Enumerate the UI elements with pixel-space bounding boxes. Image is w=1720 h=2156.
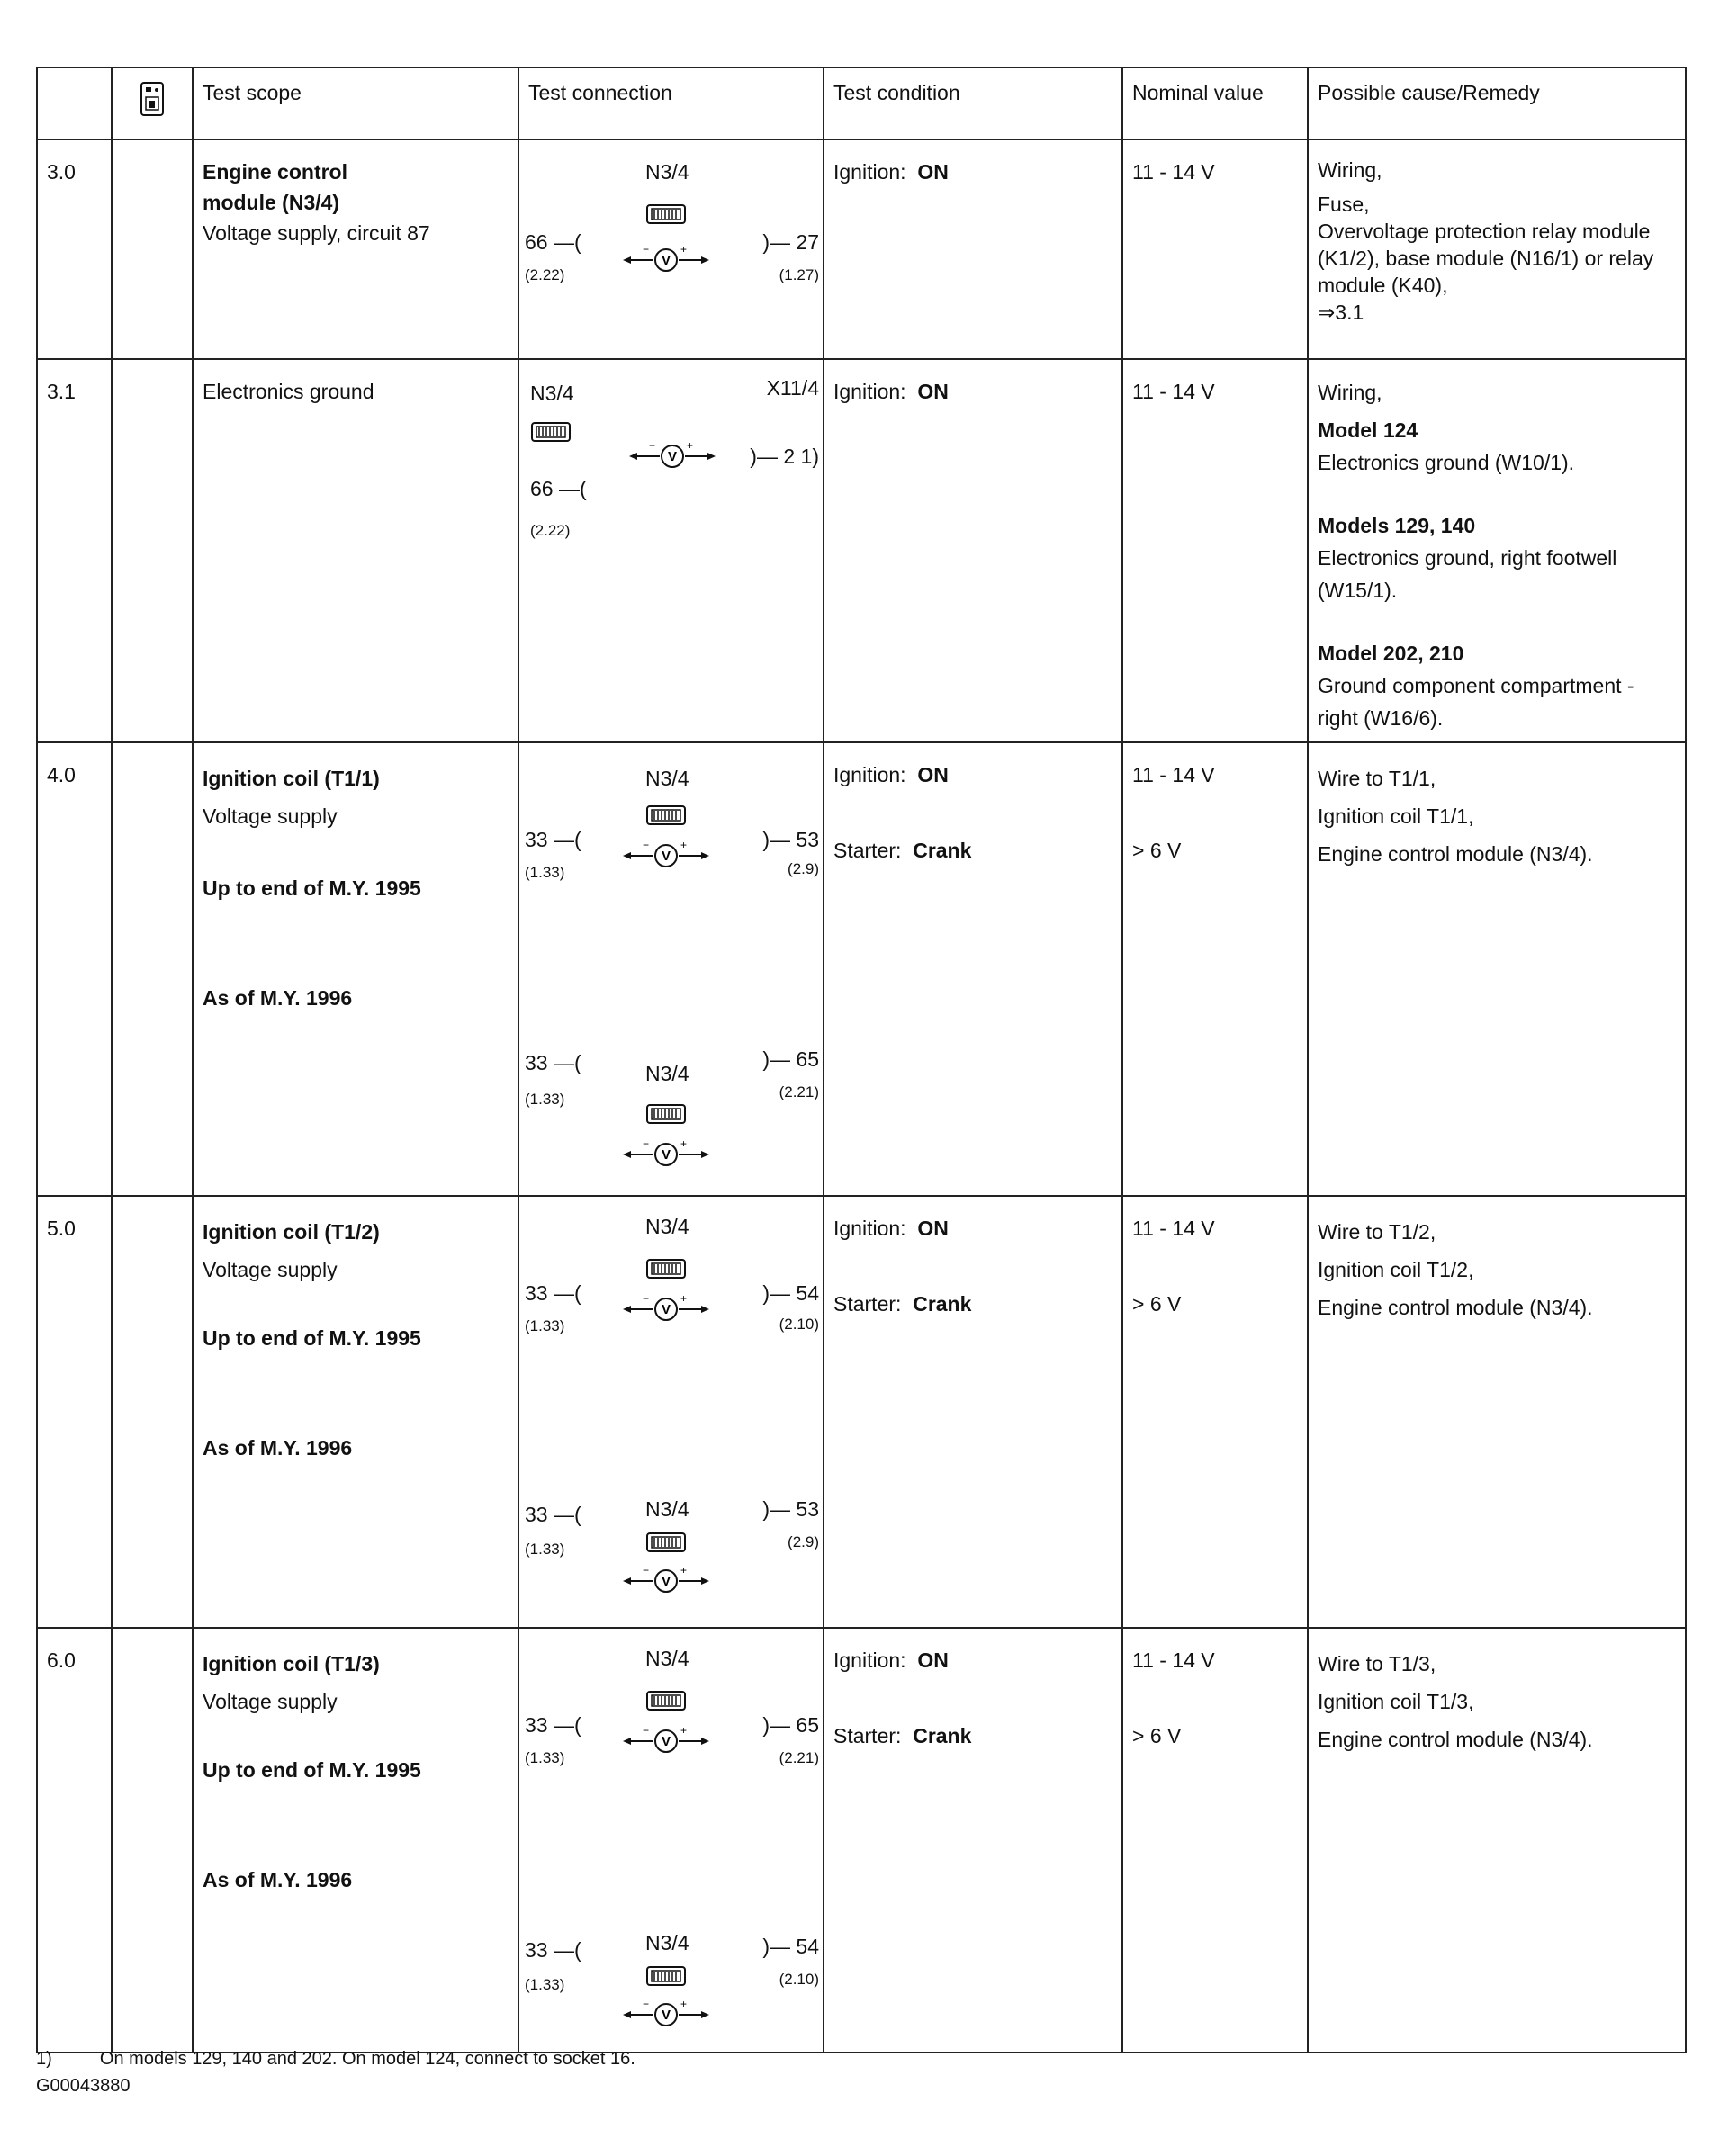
condition-value: ON — [917, 160, 949, 184]
voltmeter-symbol: V — [667, 449, 678, 464]
ecu-icon — [645, 202, 687, 227]
period-label: Up to end of M.Y. 1995 — [203, 876, 421, 900]
header-row — [37, 67, 1686, 139]
nominal-value — [1122, 742, 1308, 1196]
footnote — [36, 2048, 635, 2070]
condition-value: ON — [917, 380, 949, 403]
remedy — [1308, 1196, 1686, 1628]
table-row — [37, 742, 1686, 1196]
voltmeter-icon — [621, 839, 711, 869]
goto-step: ⇒3.1 — [1318, 301, 1364, 324]
remedy-line: Ignition coil T1/2, — [1318, 1258, 1474, 1281]
test-connection — [518, 742, 824, 1196]
header-nominal-value: Nominal value — [1122, 67, 1308, 139]
remedy-line: Ignition coil T1/3, — [1318, 1690, 1474, 1713]
module-label: N3/4 — [645, 1062, 689, 1085]
condition-label: Ignition: — [833, 380, 906, 403]
condition-value: ON — [917, 1648, 949, 1672]
nominal-value — [1122, 1196, 1308, 1628]
condition-value: Crank — [913, 1724, 972, 1747]
condition-value: Crank — [913, 1292, 972, 1316]
period-label: Up to end of M.Y. 1995 — [203, 1326, 421, 1350]
left-socket: 33 —( — [525, 1051, 581, 1074]
right-socket: )— 65 — [762, 1047, 819, 1071]
nominal-line: > 6 V — [1132, 839, 1182, 862]
test-condition — [824, 359, 1122, 742]
voltmeter-icon — [621, 1292, 711, 1323]
scope-title: Ignition coil (T1/1) — [203, 767, 380, 790]
right-socket-note: (2.9) — [788, 1533, 819, 1550]
nominal-line: > 6 V — [1132, 1292, 1182, 1316]
arrow-right-icon: ⇒ — [1318, 301, 1336, 324]
remedy-line: Ground component compartment - right (W16/6). — [1318, 674, 1634, 730]
ecu-icon — [645, 1101, 687, 1127]
condition-value: ON — [917, 763, 949, 786]
right-socket-note: (2.10) — [779, 1316, 819, 1333]
left-socket-note: (1.33) — [525, 864, 565, 881]
right-socket: )— 53 — [762, 828, 819, 851]
left-socket: 33 —( — [525, 1281, 581, 1305]
test-connection — [518, 359, 824, 742]
model-heading: Model 202, 210 — [1318, 642, 1464, 665]
right-socket-note: (2.9) — [788, 860, 819, 877]
right-socket: )— 65 — [762, 1713, 819, 1737]
scope-description: Voltage supply — [203, 804, 338, 828]
remedy-line: Engine control module (N3/4). — [1318, 842, 1593, 866]
nominal-value — [1122, 1628, 1308, 2053]
voltmeter-icon — [621, 1998, 711, 2028]
module-label: N3/4 — [645, 160, 689, 184]
remedy-line: Electronics ground (W10/1). — [1318, 451, 1575, 474]
right-socket-note: (2.10) — [779, 1971, 819, 1988]
module-label: N3/4 — [530, 382, 574, 405]
right-socket: )— 54 — [762, 1281, 819, 1305]
voltmeter-symbol: V — [661, 1734, 671, 1749]
table-row — [37, 1628, 1686, 2053]
remedy — [1308, 742, 1686, 1196]
remedy-line: Wire to T1/2, — [1318, 1220, 1436, 1244]
right-socket: )— 27 — [762, 230, 819, 254]
left-socket-note: (1.33) — [525, 1317, 565, 1334]
remedy-line: Wire to T1/3, — [1318, 1652, 1436, 1675]
table-row — [37, 359, 1686, 742]
condition-label: Ignition: — [833, 1217, 906, 1240]
right-socket-note: (2.21) — [779, 1083, 819, 1100]
test-scope: Electronics ground — [193, 359, 518, 742]
step-number: 3.1 — [37, 359, 112, 742]
test-scope — [193, 1628, 518, 2053]
footnote-marker: 1) — [36, 2049, 52, 2069]
scope-description: Voltage supply — [203, 1690, 338, 1713]
step-number: 3.0 — [37, 139, 112, 359]
module-label: N3/4 — [645, 767, 689, 790]
left-socket: 66 —( — [525, 230, 581, 254]
header-test-connection: Test connection — [518, 67, 824, 139]
table-row — [37, 1196, 1686, 1628]
module-label: N3/4 — [645, 1931, 689, 1954]
step-number: 6.0 — [37, 1628, 112, 2053]
nominal-value: 11 - 14 V — [1122, 359, 1308, 742]
header-remedy: Possible cause/Remedy — [1308, 67, 1686, 139]
left-socket-note: (1.33) — [525, 1541, 565, 1558]
table-row — [37, 139, 1686, 359]
nominal-line: 11 - 14 V — [1132, 1648, 1215, 1672]
voltmeter-icon — [621, 1724, 711, 1755]
remedy — [1308, 139, 1686, 359]
module-label: N3/4 — [645, 1647, 689, 1670]
model-heading: Model 124 — [1318, 418, 1418, 442]
nominal-value: 11 - 14 V — [1122, 139, 1308, 359]
remedy-line: Wiring, — [1318, 381, 1382, 404]
remedy-line: Ignition coil T1/1, — [1318, 804, 1474, 828]
right-socket: )— 2 1) — [750, 445, 819, 468]
condition-label: Ignition: — [833, 160, 906, 184]
period-label: Up to end of M.Y. 1995 — [203, 1758, 421, 1782]
remedy — [1308, 359, 1686, 742]
icon-cell — [112, 139, 193, 359]
remedy-line: Wire to T1/1, — [1318, 767, 1436, 790]
icon-cell — [112, 1628, 193, 2053]
condition-label: Ignition: — [833, 1648, 906, 1672]
voltmeter-symbol: V — [661, 2008, 671, 2023]
remedy-line: Engine control module (N3/4). — [1318, 1728, 1593, 1751]
header-test-scope: Test scope — [193, 67, 518, 139]
voltmeter-symbol: V — [661, 849, 671, 864]
test-condition — [824, 1628, 1122, 2053]
condition-value: Crank — [913, 839, 972, 862]
scope-title-line2: module (N3/4) — [203, 191, 340, 214]
remedy-line: Overvoltage protection relay module (K1/2), base module (N16/1) or relay module (K40), — [1318, 220, 1654, 297]
ecu-icon — [530, 419, 572, 445]
period-label: As of M.Y. 1996 — [203, 1868, 353, 1891]
nominal-line: 11 - 14 V — [1132, 1217, 1215, 1240]
left-socket-note: (1.33) — [525, 1749, 565, 1766]
condition-label: Starter: — [833, 1292, 902, 1316]
test-scope — [193, 742, 518, 1196]
module-label: N3/4 — [645, 1497, 689, 1521]
right-socket-note: (1.27) — [779, 266, 819, 283]
condition-value: ON — [917, 1217, 949, 1240]
left-socket: 33 —( — [525, 1938, 581, 1962]
scope-title-line1: Engine control — [203, 160, 347, 184]
ecu-icon — [645, 1688, 687, 1713]
period-label: As of M.Y. 1996 — [203, 1436, 353, 1460]
voltmeter-icon — [627, 439, 717, 470]
tester-icon — [140, 81, 165, 117]
ecu-icon — [645, 1256, 687, 1281]
voltmeter-symbol: V — [661, 1302, 671, 1317]
remedy-line: Electronics ground, right footwell (W15/1). — [1318, 546, 1617, 602]
model-heading: Models 129, 140 — [1318, 514, 1476, 537]
test-connection — [518, 1628, 824, 2053]
voltmeter-symbol: V — [661, 1147, 671, 1163]
scope-title: Ignition coil (T1/2) — [203, 1220, 380, 1244]
right-socket: )— 53 — [762, 1497, 819, 1521]
remedy-line: Engine control module (N3/4). — [1318, 1296, 1593, 1319]
step-number: 4.0 — [37, 742, 112, 1196]
test-condition — [824, 1196, 1122, 1628]
remedy — [1308, 1628, 1686, 2053]
scope-title: Ignition coil (T1/3) — [203, 1652, 380, 1675]
voltmeter-icon — [621, 1564, 711, 1595]
right-socket-note: (2.21) — [779, 1749, 819, 1766]
left-socket: 33 —( — [525, 1713, 581, 1737]
scope-description: Voltage supply — [203, 1258, 338, 1281]
voltmeter-symbol: V — [661, 1574, 671, 1589]
nominal-line: 11 - 14 V — [1132, 763, 1215, 786]
remedy-line: Fuse, — [1318, 193, 1370, 216]
period-label: As of M.Y. 1996 — [203, 986, 353, 1010]
remedy-line: Wiring, — [1318, 158, 1382, 182]
step-number: 5.0 — [37, 1196, 112, 1628]
condition-label: Starter: — [833, 839, 902, 862]
left-socket-note: (2.22) — [525, 266, 565, 283]
module-label-right: X11/4 — [766, 376, 819, 400]
scope-description: Voltage supply, circuit 87 — [203, 221, 430, 245]
test-condition — [824, 742, 1122, 1196]
right-socket: )— 54 — [762, 1935, 819, 1958]
nominal-line: > 6 V — [1132, 1724, 1182, 1747]
left-socket: 33 —( — [525, 828, 581, 851]
document-id: G00043880 — [36, 2076, 131, 2096]
ecu-icon — [645, 1963, 687, 1989]
icon-cell — [112, 359, 193, 742]
ecu-icon — [645, 803, 687, 828]
condition-label: Starter: — [833, 1724, 902, 1747]
header-test-condition: Test condition — [824, 67, 1122, 139]
icon-cell — [112, 1196, 193, 1628]
ecu-icon — [645, 1530, 687, 1555]
left-socket-note: (1.33) — [525, 1091, 565, 1108]
footnote-text: On models 129, 140 and 202. On model 124, connect to socket 16. — [99, 2049, 635, 2069]
test-condition — [824, 139, 1122, 359]
left-socket-note: (2.22) — [530, 522, 571, 539]
header-step — [37, 67, 112, 139]
condition-label: Ignition: — [833, 763, 906, 786]
test-connection — [518, 1196, 824, 1628]
test-table — [36, 67, 1687, 2053]
voltmeter-symbol: V — [661, 253, 671, 268]
left-socket-note: (1.33) — [525, 1976, 565, 1993]
voltmeter-icon — [621, 243, 711, 274]
module-label: N3/4 — [645, 1215, 689, 1238]
test-scope — [193, 139, 518, 359]
left-socket: 66 —( — [530, 477, 587, 500]
header-icon-cell — [112, 67, 193, 139]
test-connection — [518, 139, 824, 359]
voltmeter-icon — [621, 1137, 711, 1168]
test-scope — [193, 1196, 518, 1628]
left-socket: 33 —( — [525, 1503, 581, 1526]
icon-cell — [112, 742, 193, 1196]
